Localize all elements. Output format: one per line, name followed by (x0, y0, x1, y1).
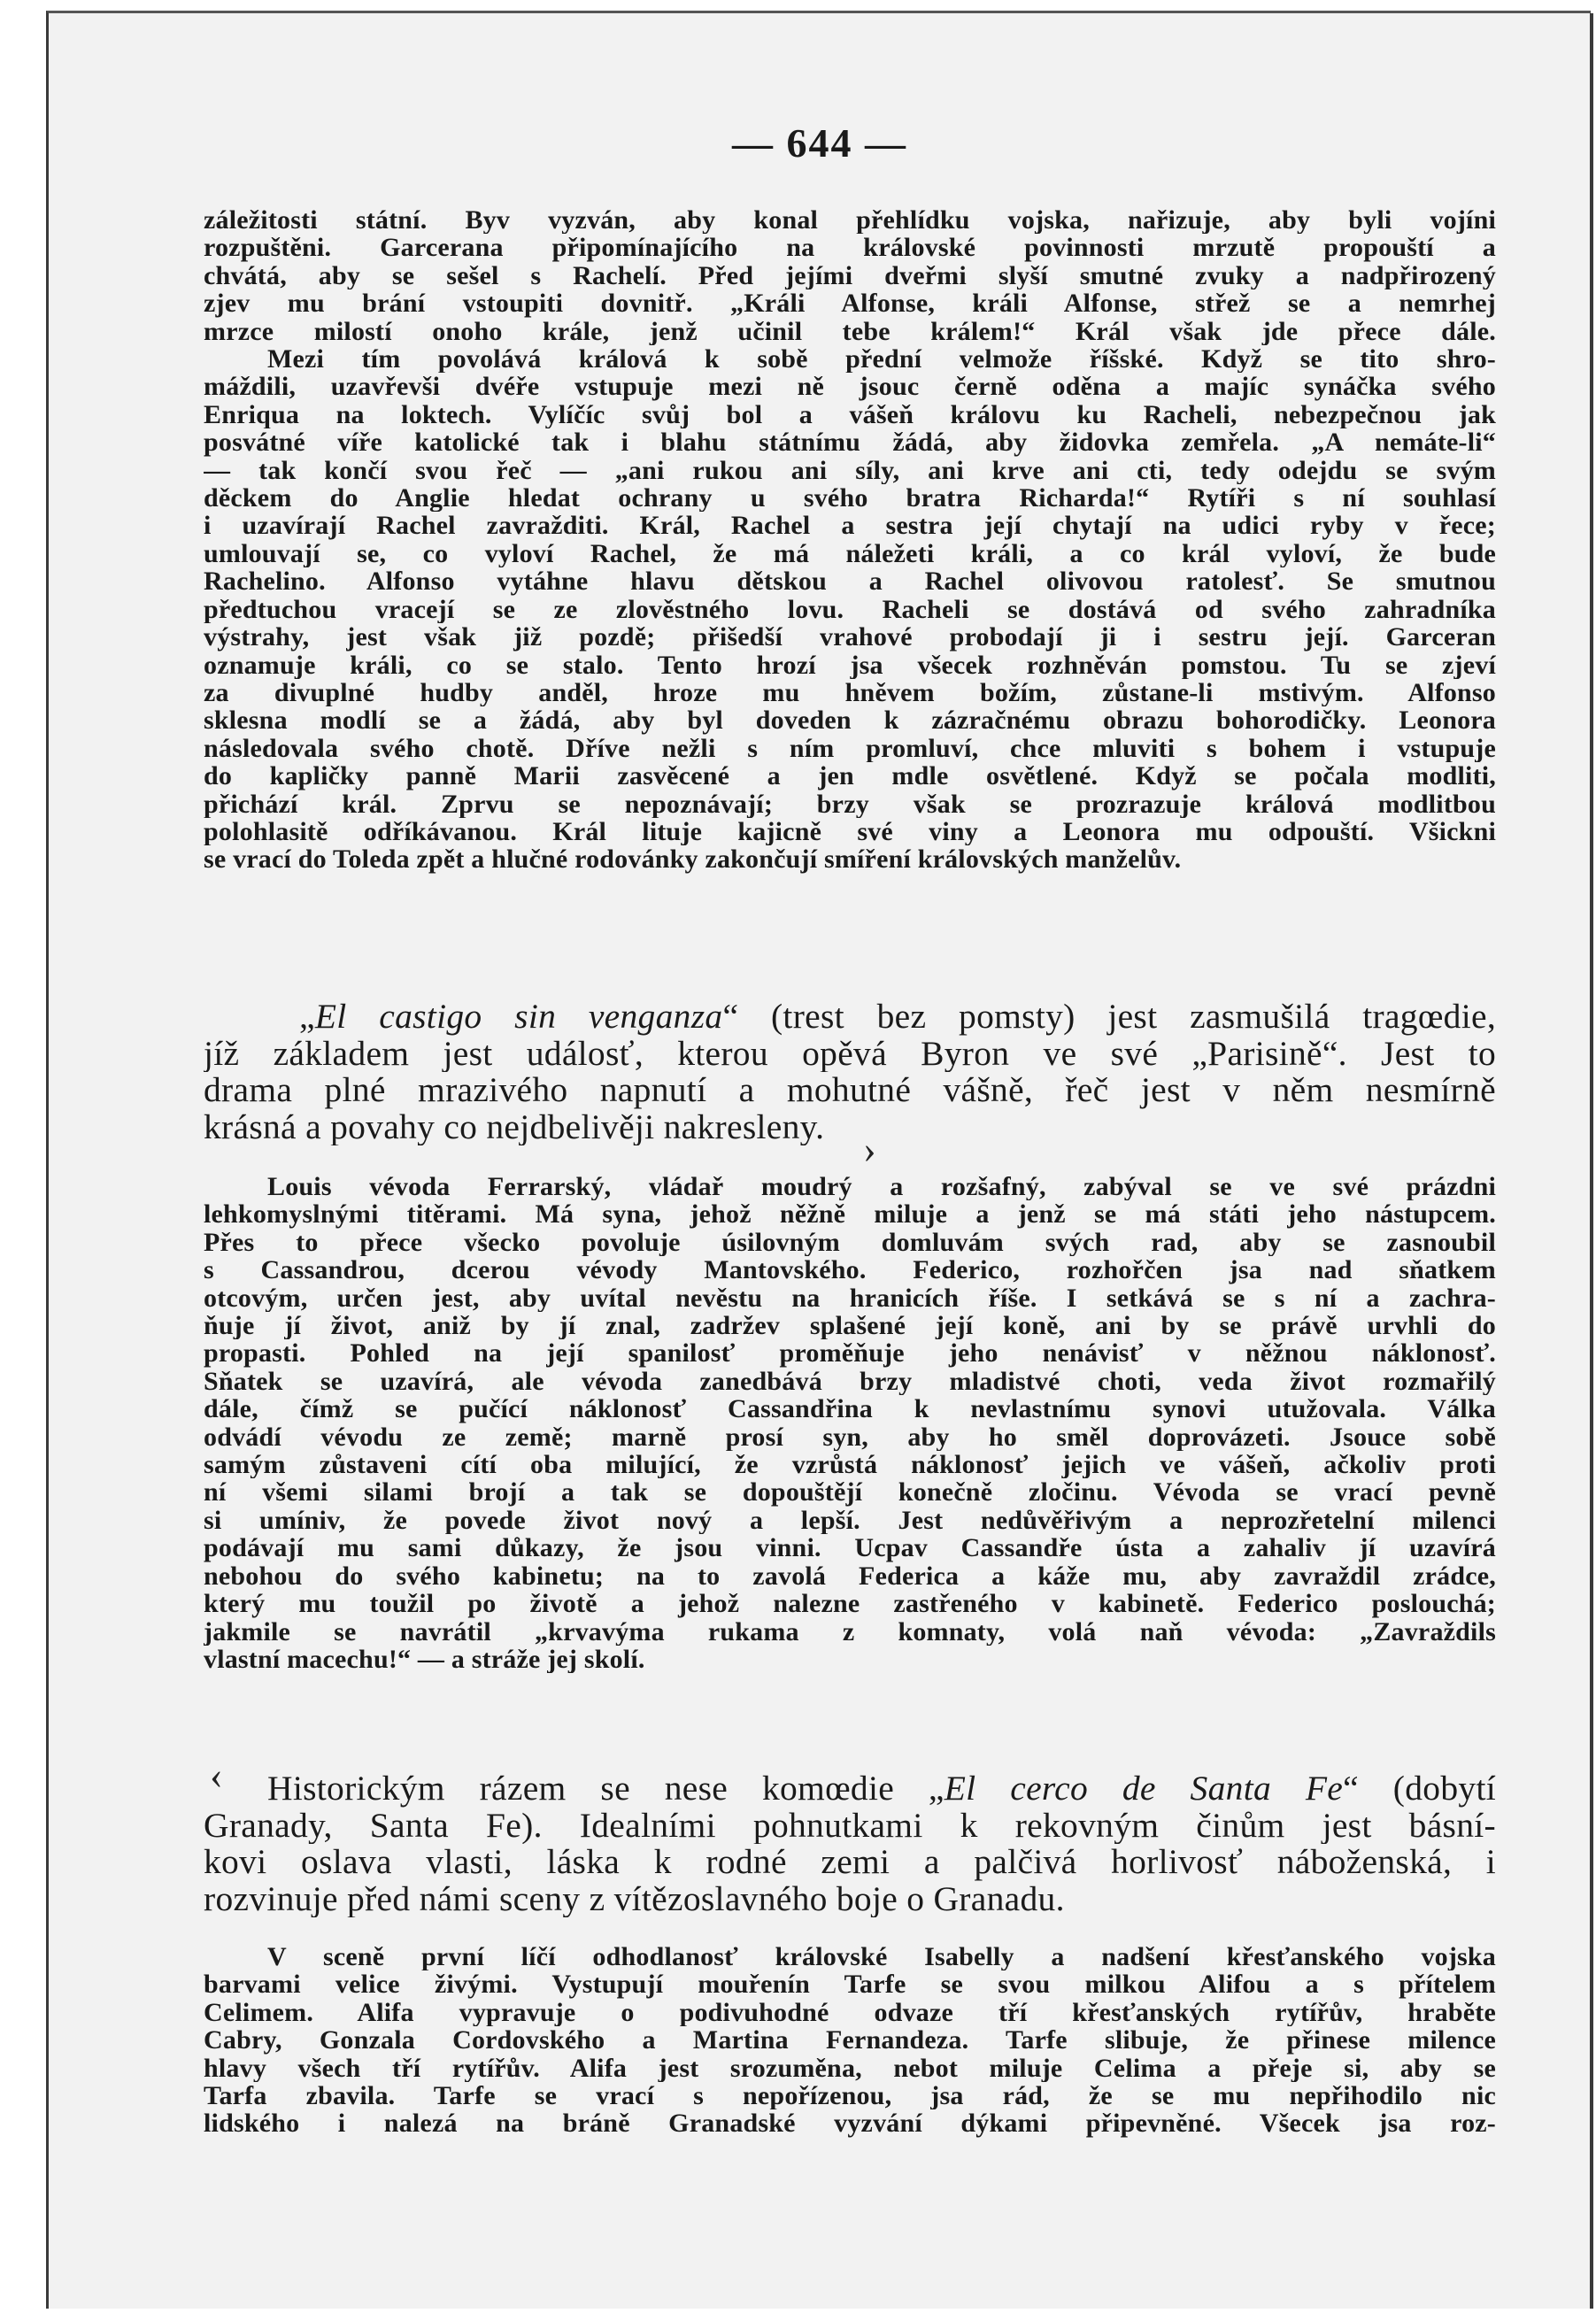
text-line: chvátá, aby se sešel s Rachelí. Před jejími dveřmi slyší smutné zvuky a nadpřirozený (204, 261, 1496, 290)
text-line: dále, čímž se pučící náklonosť Cassandřina k nevlastnímu synovi utužovala. Válka (204, 1395, 1496, 1423)
text-line: oznamuje králi, co se stalo. Tento hrozí jsa všecek rozhněván pomstou. Tu se zjeví (204, 651, 1496, 679)
text-line: vlastní macechu!“ — a stráže jej skolí. (204, 1645, 645, 1674)
text-line: máždili, uzavřevši dvéře vstupuje mezi ně jsouc černě oděna a majíc synáčka svého (204, 373, 1496, 401)
text-line: krásná a povahy co nejdbelivěji nakresleny. (204, 1108, 825, 1145)
text-line: polohlasitě odříkávanou. Král lituje kajicně své viny a Leonora mu odpouští. Všickni (204, 817, 1496, 846)
text-line: propasti. Pohled na její spanilosť proměňuje jeho nenávisť v něžnou náklonosť. (204, 1339, 1496, 1368)
work-title: El castigo sin venganza (314, 999, 723, 1036)
text-line: s Cassandrou, dcerou vévody Mantovského. Federico, rozhořčen jsa nad sňatkem (204, 1256, 1496, 1284)
text-line: si umíniv, že povede život nový a lepší. Jest nedůvěřivým a neprozřetelní milenci (204, 1506, 1496, 1535)
text-line: rozpuštěni. Garcerana připomínajícího na královské povinnosti mrzutě propouští a (204, 234, 1496, 262)
text-line: výstrahy, jest však již pozdě; přišedší vrahové probodají ji i sestru její. Garceran (204, 623, 1496, 652)
text-line: umlouvají se, co vyloví Rachel, že má náležeti králi, a co král vyloví, že bude (204, 539, 1496, 568)
text-line: ní všemi silami brojí a tak se dopouštějí konečně zločinu. Vévoda se vrací pevně (204, 1478, 1496, 1507)
page-number: — 644 — (732, 120, 907, 166)
text-line: lidského i nalezá na bráně Granadské vyzvání dýkami připevněné. Všecek jsa roz- (204, 2109, 1496, 2138)
text-fragment: (trest bez pomsty) jest zasmušilá tragœdie, (738, 999, 1496, 1036)
text-line: posvátné víře katolické tak i blahu státnímu žádá, aby židovka zemřela. „A nemáte-li“ (204, 428, 1496, 457)
text-line: Granady, Santa Fe). Idealními pohnutkami k rekovným činům jest básní- (204, 1807, 1496, 1844)
text-line: následovala svého chotě. Dříve nežli s ním promluví, chce mluviti s bohem i vstupuje (204, 734, 1496, 763)
text-line: Enriqua na loktech. Vylíčíc svůj bol a vášeň královu ku Racheli, nebezpečnou jak (204, 400, 1496, 429)
text-line: jíž základem jest událosť, kterou opěvá Byron ve své „Parisině“. Jest to (204, 1035, 1496, 1072)
text-line: samým zůstaveni cítí oba milující, že vzrůstá náklonosť jejich ve vášeň, ačkoliv proti (204, 1451, 1496, 1479)
text-line: lehkomyslnými titěrami. Má syna, jehož něžně miluje a jenž se má státi jeho nástupcem. (204, 1200, 1496, 1229)
paragraph-scene-one (204, 1943, 1496, 2138)
text-line: Rachelino. Alfonso vytáhne hlavu dětskou a Rachel olivovou ratolesť. Se smutnou (204, 567, 1496, 596)
text-line: děckem do Anglie hledat ochrany u svého bratra Richarda!“ Rytíři s ní souhlasí (204, 484, 1496, 513)
text-line: Mezi tím povolává králová k sobě přední velmože říšské. Když se tito shro- (267, 345, 1496, 374)
paragraph-el-cerco-de-santa-fe (204, 1770, 1496, 1917)
quote-close: “ (722, 999, 739, 1036)
text-fragment: Historickým rázem se nese komœdie „ (267, 1770, 944, 1808)
text-line (204, 1770, 1496, 1808)
paragraph-la-judia-de-toledo (204, 206, 1496, 874)
text-line: za divuplné hudby anděl, hroze mu hněvem božím, zůstane-li mstivým. Alfonso (204, 678, 1496, 707)
text-line: do kapličky panně Marii zasvěcené a jen mdle osvětlené. Když se počala modliti, (204, 762, 1496, 790)
text-line: rozvinuje před námi sceny z vítězoslavného boje o Granadu. (204, 1880, 1065, 1917)
text-line: odvádí vévodu ze země; marně prosí syn, aby ho směl doprovázeti. Jsouce sobě (204, 1423, 1496, 1452)
text-line: předtuchou vracejí se ze zlověstného lovu. Racheli se dostává od svého zahradníka (204, 595, 1496, 624)
text-line (204, 999, 1496, 1036)
book-page (46, 11, 1591, 2309)
text-line: V sceně první líčí odhodlanosť královské Isabelly a nadšení křesťanského vojska (267, 1943, 1496, 1971)
text-line: který mu toužil po životě a jehož nalezne zastřeného v kabinetě. Federico poslouchá; (204, 1590, 1496, 1618)
paragraph-el-castigo-sin-venganza (204, 999, 1496, 1145)
text-line: Tarfa zbavila. Tarfe se vrací s nepořízenou, jsa rád, že se mu nepřihodilo nic (204, 2082, 1496, 2110)
text-line: podávají mu sami důkazy, že jsou vinni. Ucpav Cassandře ústa a zahaliv jí uzavírá (204, 1534, 1496, 1562)
text-line: Celimem. Alifa vypravuje o podivuhodné odvaze tří křesťanských rytířův, hraběte (204, 1998, 1496, 2027)
text-line: přichází král. Zprvu se nepoznávají; brzy však se prozrazuje králová modlitbou (204, 790, 1496, 818)
text-line: Sňatek se uzavírá, ale vévoda zanedbává brzy mladistvé choti, veda život rozmařilý (204, 1367, 1496, 1396)
text-line: Přes to přece všecko povoluje úsilovným domluvám svých rad, aby se zasnoubil (204, 1228, 1496, 1257)
text-line: barvami velice živými. Vystupují mouřenín Tarfe se svou milkou Alifou a s přítelem (204, 1970, 1496, 1999)
text-line: Louis vévoda Ferrarský, vládař moudrý a rozšafný, zabýval se ve své prázdni (267, 1173, 1496, 1201)
text-line: nebohou do svého kabinetu; na to zavolá Federica a káže mu, aby zavraždil zrádce, (204, 1561, 1496, 1591)
text-line: kovi oslava vlasti, láska k rodné zemi a palčivá horlivosť náboženská, i (204, 1844, 1496, 1881)
pencil-mark-arrow: › (863, 1128, 876, 1171)
text-line: otcovým, určen jest, aby uvítal nevěstu na hranicích říše. I setkává se s ní a zachra- (204, 1284, 1496, 1313)
scan-margin (0, 0, 46, 2321)
text-fragment: “ (dobytí (1343, 1770, 1496, 1808)
text-line: záležitosti státní. Byv vyzván, aby konal přehlídku vojska, nařizuje, aby byli vojíni (204, 206, 1496, 235)
text-line: se vrací do Toleda zpět a hlučné rodovánky zakončují smíření královských manželův. (204, 845, 1182, 874)
text-line: drama plné mrazivého napnutí a mohutné vášně, řeč jest v něm nesmírně (204, 1072, 1496, 1109)
text-line: zjev mu brání vstoupiti dovnitř. „Králi Alfonse, králi Alfonse, střež se a nemrhej (204, 289, 1496, 318)
work-title: El cerco de Santa Fe (944, 1770, 1344, 1808)
text-line: i uzavírají Rachel zavražditi. Král, Rachel a sestra její chytají na udici ryby v řece; (204, 512, 1496, 540)
pencil-mark-bracket: ‹ (210, 1754, 223, 1797)
quote-open: „ (299, 999, 315, 1036)
text-line: jakmile se navrátil „krvavýma rukama z komnaty, volá naň vévoda: „Zavraždils (204, 1617, 1496, 1646)
text-line: hlavy všech tří rytířův. Alifa jest srozuměna, nebot miluje Celima a přeje si, aby se (204, 2054, 1496, 2083)
text-line: Cabry, Gonzala Cordovského a Martina Fernandeza. Tarfe slibuje, že přinese milence (204, 2026, 1496, 2055)
text-line: sklesna modlí se a žádá, aby byl doveden k zázračnému obrazu bohorodičky. Leonora (204, 706, 1496, 735)
text-line: ňuje jí život, aniž by jí znal, zadržev splašené její koně, ani by se právě urvhli do (204, 1312, 1496, 1340)
paragraph-plot-summary (204, 1173, 1496, 1673)
text-line: — tak končí svou řeč — „ani rukou ani síly, ani krve ani cti, tedy odejdu se svým (204, 456, 1496, 485)
text-line: mrzce milostí onoho krále, jenž učinil tebe králem!“ Král však jde přece dále. (204, 317, 1496, 346)
